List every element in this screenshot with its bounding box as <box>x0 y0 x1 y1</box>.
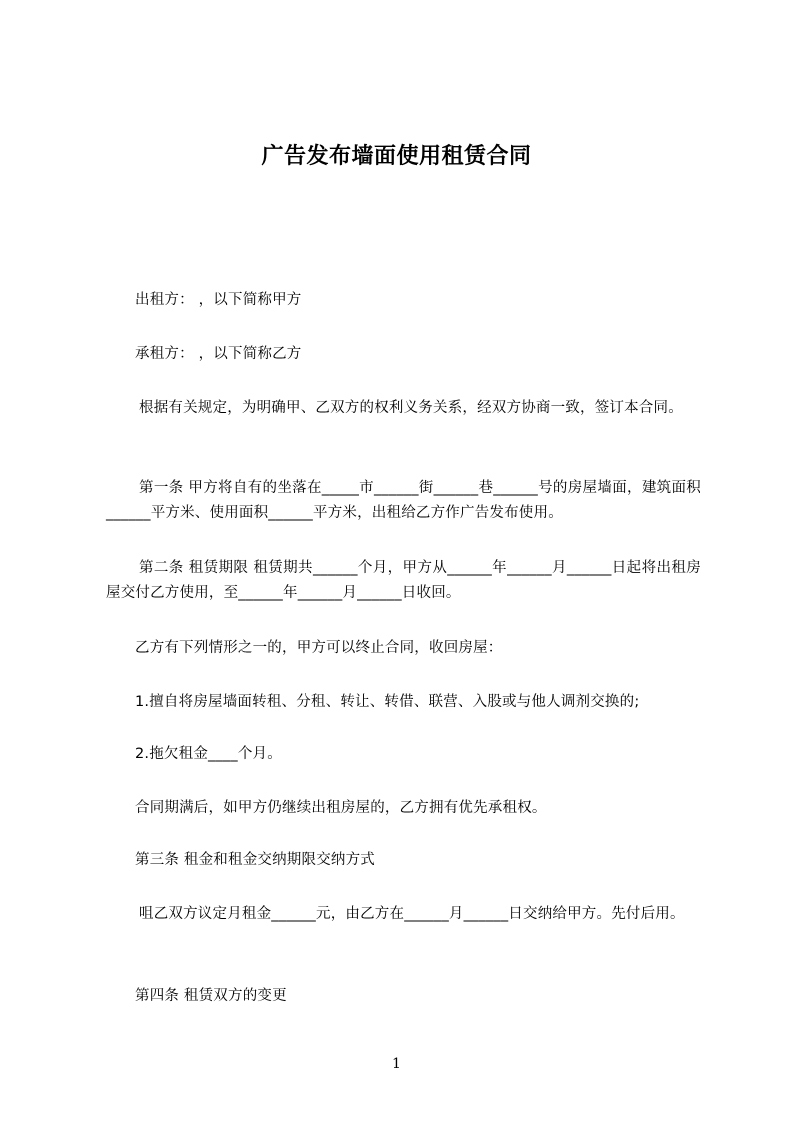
paragraph-termination-intro: 乙方有下列情形之一的，甲方可以终止合同，收回房屋： <box>135 640 503 656</box>
heading-article-3: 第三条 租金和租金交纳期限交纳方式 <box>135 852 376 868</box>
paragraph-rent-terms: 咀乙双方议定月租金______元，由乙方在______月______日交纳给甲方。先付后用。 <box>139 906 685 922</box>
list-item-termination-1: 1.擅自将房屋墙面转租、分租、转让、转借、联营、入股或与他人调剂交换的; <box>135 694 640 710</box>
page-number: 1 <box>392 1056 401 1072</box>
paragraph-lessor: 出租方： ，以下简称甲方 <box>135 292 302 308</box>
paragraph-article-2: 第二条 租赁期限 租赁期共______个月，甲方从______年______月______日起将出租房屋交付乙方使用，至______年______月______日收回。 <box>106 560 701 601</box>
paragraph-priority-right: 合同期满后，如甲方仍继续出租房屋的，乙方拥有优先承租权。 <box>135 800 547 816</box>
document-title: 广告发布墙面使用租赁合同 <box>261 144 532 169</box>
heading-article-4: 第四条 租赁双方的变更 <box>135 988 287 1004</box>
paragraph-lessee: 承租方： ，以下简称乙方 <box>135 346 302 362</box>
paragraph-article-1: 第一条 甲方将自有的坐落在_____市______街______巷______号的房屋墙面，建筑面积______平方米、使用面积______平方米，出租给乙方作广告发布使用。 <box>106 480 701 521</box>
paragraph-preamble: 根据有关规定，为明确甲、乙双方的权利义务关系，经双方协商一致，签订本合同。 <box>139 400 683 416</box>
list-item-termination-2: 2.拖欠租金____个月。 <box>135 746 282 762</box>
